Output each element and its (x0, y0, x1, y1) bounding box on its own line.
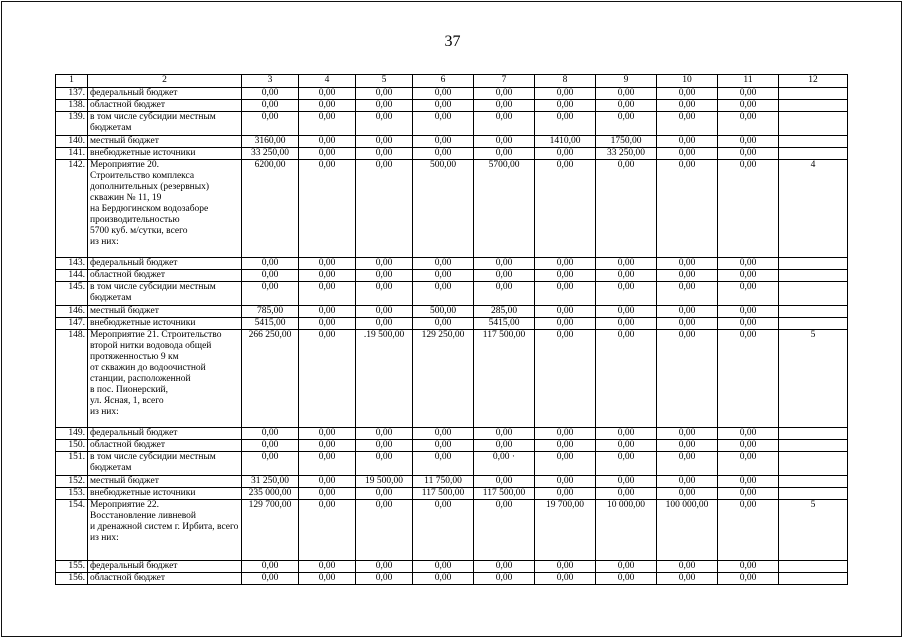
column-12-cell (779, 476, 848, 488)
value-cell: 0,00 (299, 258, 356, 270)
row-name: местный бюджет (88, 476, 242, 488)
value-cell: 117 500,00 (474, 488, 535, 500)
column-12-cell (779, 452, 848, 476)
row-name: федеральный бюджет (88, 428, 242, 440)
value-cell: 129 250,00 (413, 330, 474, 428)
value-cell: 0,00 (474, 282, 535, 306)
value-cell: 0,00 (299, 573, 356, 585)
value-cell: 0,00 (718, 306, 779, 318)
header-cell: 1 (56, 75, 88, 88)
value-cell: 0,00 (474, 136, 535, 148)
value-cell: 500,00 (413, 160, 474, 258)
header-cell: 8 (535, 75, 596, 88)
value-cell: 0,00 (718, 88, 779, 100)
table-row (56, 440, 848, 452)
table-row (56, 500, 848, 561)
value-cell: 0,00 (718, 428, 779, 440)
value-cell: 0,00 (356, 428, 413, 440)
value-cell: 0,00 (356, 306, 413, 318)
header-cell: 9 (596, 75, 657, 88)
value-cell: 10 000,00 (596, 500, 657, 561)
row-number: 151. (56, 452, 88, 476)
row-number: 148. (56, 330, 88, 428)
value-cell: 5415,00 (474, 318, 535, 330)
column-12-cell (779, 100, 848, 112)
value-cell: 0,00 (474, 428, 535, 440)
column-12-cell: 5 (779, 330, 848, 428)
value-cell: 0,00 (299, 100, 356, 112)
value-cell: 0,00 (657, 561, 718, 573)
value-cell: 0,00 (242, 282, 299, 306)
value-cell: 100 000,00 (657, 500, 718, 561)
row-name: федеральный бюджет (88, 258, 242, 270)
table-row (56, 270, 848, 282)
value-cell: 0,00 (413, 136, 474, 148)
row-name: в том числе субсидии местным бюджетам (88, 112, 242, 136)
value-cell: 0,00 (356, 112, 413, 136)
value-cell: 0,00 (535, 112, 596, 136)
value-cell: 0,00 (474, 258, 535, 270)
value-cell: 0,00 (356, 88, 413, 100)
row-number: 156. (56, 573, 88, 585)
value-cell: 11 750,00 (413, 476, 474, 488)
value-cell: 0,00 (657, 100, 718, 112)
value-cell: 0,00 (596, 573, 657, 585)
value-cell: 0,00 (718, 440, 779, 452)
table-row (56, 112, 848, 136)
column-12-cell (779, 88, 848, 100)
value-cell: 0,00 (356, 136, 413, 148)
value-cell: 0,00 (474, 476, 535, 488)
column-12-cell (779, 136, 848, 148)
value-cell: 0,00 (535, 452, 596, 476)
value-cell: 0,00 (413, 500, 474, 561)
value-cell: 0,00 (299, 488, 356, 500)
value-cell: 0,00 (596, 428, 657, 440)
value-cell: 0,00 (242, 440, 299, 452)
row-name: областной бюджет (88, 440, 242, 452)
value-cell: 0,00 (299, 306, 356, 318)
row-name: внебюджетные источники (88, 488, 242, 500)
row-name: областной бюджет (88, 100, 242, 112)
row-name: федеральный бюджет (88, 561, 242, 573)
value-cell: 0,00 (413, 440, 474, 452)
value-cell: 0,00 (356, 270, 413, 282)
row-number: 144. (56, 270, 88, 282)
value-cell: 0,00 (657, 282, 718, 306)
value-cell: 500,00 (413, 306, 474, 318)
row-name: внебюджетные источники (88, 148, 242, 160)
value-cell: 0,00 (299, 270, 356, 282)
value-cell: 0,00 (356, 500, 413, 561)
row-number: 152. (56, 476, 88, 488)
value-cell: 0,00 (657, 148, 718, 160)
value-cell: 0,00 (535, 282, 596, 306)
value-cell: 0,00 (299, 440, 356, 452)
value-cell: 0,00 (299, 160, 356, 258)
value-cell: 0,00 (718, 488, 779, 500)
table-row (56, 100, 848, 112)
value-cell: 0,00 (356, 573, 413, 585)
column-12-cell: 5 (779, 500, 848, 561)
value-cell: 0,00 (718, 318, 779, 330)
value-cell: 0,00 (474, 88, 535, 100)
value-cell: 0,00 (657, 88, 718, 100)
value-cell: 0,00 (413, 100, 474, 112)
value-cell: 0,00 (413, 452, 474, 476)
value-cell: 0,00 (535, 318, 596, 330)
table-row (56, 428, 848, 440)
column-12-cell (779, 282, 848, 306)
table-row (56, 136, 848, 148)
value-cell: 0,00 (596, 112, 657, 136)
value-cell: 0,00 (596, 282, 657, 306)
value-cell: 33 250,00 (242, 148, 299, 160)
value-cell: 6200,00 (242, 160, 299, 258)
column-12-cell (779, 148, 848, 160)
header-cell: 2 (88, 75, 242, 88)
value-cell: 0,00 (535, 440, 596, 452)
row-name: в том числе субсидии местным бюджетам (88, 282, 242, 306)
header-cell: 6 (413, 75, 474, 88)
value-cell: 0,00 (718, 452, 779, 476)
value-cell: 0,00 (596, 452, 657, 476)
value-cell: 0,00 (718, 282, 779, 306)
value-cell: 0,00 (413, 428, 474, 440)
value-cell: 0,00 (242, 452, 299, 476)
value-cell: 266 250,00 (242, 330, 299, 428)
value-cell: 0,00 (718, 136, 779, 148)
value-cell: 0,00 (242, 270, 299, 282)
table-row (56, 476, 848, 488)
value-cell: 0,00 (356, 100, 413, 112)
value-cell: 0,00 (718, 258, 779, 270)
value-cell: 0,00 (535, 100, 596, 112)
page-number: 37 (444, 33, 461, 50)
value-cell: 0,00 (657, 452, 718, 476)
value-cell: 0,00 (299, 476, 356, 488)
value-cell: 0,00 (299, 148, 356, 160)
value-cell: 0,00 (596, 476, 657, 488)
value-cell: 0,00 (718, 112, 779, 136)
header-cell: 4 (299, 75, 356, 88)
value-cell: 0,00 (413, 318, 474, 330)
value-cell: 0,00 (718, 573, 779, 585)
value-cell: 0,00 (657, 440, 718, 452)
value-cell: 1750,00 (596, 136, 657, 148)
column-12-cell (779, 428, 848, 440)
value-cell: 0,00 (242, 100, 299, 112)
header-row (56, 75, 848, 88)
value-cell: 0,00 (413, 282, 474, 306)
value-cell: 285,00 (474, 306, 535, 318)
value-cell: 0,00 (299, 136, 356, 148)
value-cell: 0,00 (413, 573, 474, 585)
value-cell: 0,00 (718, 160, 779, 258)
row-number: 150. (56, 440, 88, 452)
value-cell: 0,00 (474, 112, 535, 136)
value-cell: 0,00 (657, 306, 718, 318)
column-12-cell: 4 (779, 160, 848, 258)
column-12-cell (779, 270, 848, 282)
value-cell: 0,00 (657, 476, 718, 488)
value-cell: 0,00 (299, 561, 356, 573)
table-row (56, 452, 848, 476)
value-cell: 0,00 (474, 573, 535, 585)
table-row (56, 488, 848, 500)
value-cell: 0,00 (718, 500, 779, 561)
value-cell: 0,00 (535, 476, 596, 488)
value-cell: 0,00 (657, 258, 718, 270)
table-row (56, 561, 848, 573)
value-cell: 0,00 (356, 160, 413, 258)
row-number: 138. (56, 100, 88, 112)
table-row (56, 573, 848, 585)
value-cell: 0,00 (299, 330, 356, 428)
column-12-cell (779, 440, 848, 452)
value-cell: 0,00 (242, 258, 299, 270)
value-cell: 0,00 (474, 440, 535, 452)
value-cell: 0,00 (299, 428, 356, 440)
value-cell: 0,00 (299, 88, 356, 100)
row-name: Мероприятие 21. Строительство второй нитки водовода общей протяженностью 9 км от скважин до водоочистной станции, расположенной в пос. Пионерский, ул. Ясная, 1, всего из них: (88, 330, 242, 428)
column-12-cell (779, 306, 848, 318)
table-row (56, 258, 848, 270)
value-cell: .19 500,00 (356, 330, 413, 428)
value-cell: 5700,00 (474, 160, 535, 258)
value-cell: 0,00 (356, 258, 413, 270)
value-cell: 0,00 (535, 160, 596, 258)
header-cell: 10 (657, 75, 718, 88)
table-row (56, 282, 848, 306)
value-cell: 0,00 (657, 573, 718, 585)
value-cell: 0,00 (596, 258, 657, 270)
value-cell: 0,00 (657, 160, 718, 258)
header-cell: 3 (242, 75, 299, 88)
value-cell: 0,00 (596, 100, 657, 112)
value-cell: 0,00 (413, 561, 474, 573)
row-name: внебюджетные источники (88, 318, 242, 330)
value-cell: 0,00 (242, 428, 299, 440)
value-cell: 0,00 (535, 488, 596, 500)
value-cell: 235 000,00 (242, 488, 299, 500)
row-number: 142. (56, 160, 88, 258)
value-cell: 0,00 (535, 561, 596, 573)
value-cell: 0,00 (356, 318, 413, 330)
value-cell: 0,00 (596, 160, 657, 258)
column-12-cell (779, 258, 848, 270)
row-number: 139. (56, 112, 88, 136)
value-cell: 0,00 (242, 561, 299, 573)
value-cell: 0,00 (356, 282, 413, 306)
value-cell: 0,00 (596, 306, 657, 318)
value-cell: 0,00 (657, 318, 718, 330)
table-row (56, 330, 848, 428)
value-cell: 0,00 (535, 428, 596, 440)
value-cell: 117 500,00 (474, 330, 535, 428)
row-number: 143. (56, 258, 88, 270)
value-cell: 0,00 (657, 428, 718, 440)
table-row (56, 318, 848, 330)
row-number: 155. (56, 561, 88, 573)
value-cell: 0,00 (718, 148, 779, 160)
value-cell: 0,00 (413, 270, 474, 282)
value-cell: 33 250,00 (596, 148, 657, 160)
value-cell: 0,00 (535, 88, 596, 100)
row-name: местный бюджет (88, 306, 242, 318)
value-cell: 19 500,00 (356, 476, 413, 488)
value-cell: 31 250,00 (242, 476, 299, 488)
column-12-cell (779, 112, 848, 136)
value-cell: 0,00 (657, 136, 718, 148)
value-cell: 0,00 (413, 88, 474, 100)
value-cell: 0,00 (718, 561, 779, 573)
value-cell: 0,00 (596, 270, 657, 282)
row-name: областной бюджет (88, 270, 242, 282)
value-cell: 0,00 (299, 452, 356, 476)
table-row (56, 160, 848, 258)
value-cell: 129 700,00 (242, 500, 299, 561)
row-name: федеральный бюджет (88, 88, 242, 100)
value-cell: 3160,00 (242, 136, 299, 148)
row-number: 154. (56, 500, 88, 561)
value-cell: 0,00 (299, 318, 356, 330)
table-row (56, 88, 848, 100)
value-cell: 0,00 (535, 573, 596, 585)
value-cell: 5415,00 (242, 318, 299, 330)
header-cell: 11 (718, 75, 779, 88)
value-cell: 0,00 (474, 100, 535, 112)
row-number: 146. (56, 306, 88, 318)
row-number: 145. (56, 282, 88, 306)
value-cell: 0,00 (299, 500, 356, 561)
value-cell: 0,00 (535, 306, 596, 318)
row-name: Мероприятие 20. Строительство комплекса дополнительных (резервных) скважин № 11, 19 на Бердюгинском водозаборе производительностью 5700 куб. м/сутки, всего из них: (88, 160, 242, 258)
row-name: областной бюджет (88, 573, 242, 585)
value-cell: 0,00 (596, 561, 657, 573)
value-cell: 0,00 (474, 148, 535, 160)
value-cell: 0,00 (535, 148, 596, 160)
value-cell: 0,00 (413, 148, 474, 160)
value-cell: 0,00 (718, 330, 779, 428)
value-cell: 19 700,00 (535, 500, 596, 561)
value-cell: 0,00 (413, 112, 474, 136)
value-cell: 0,00 (596, 488, 657, 500)
value-cell: 117 500,00 (413, 488, 474, 500)
row-number: 141. (56, 148, 88, 160)
row-number: 140. (56, 136, 88, 148)
value-cell: 0,00 (657, 488, 718, 500)
table-row (56, 148, 848, 160)
row-number: 149. (56, 428, 88, 440)
row-name: местный бюджет (88, 136, 242, 148)
header-cell: 12 (779, 75, 848, 88)
value-cell: 0,00 (474, 500, 535, 561)
value-cell: 0,00 (413, 258, 474, 270)
value-cell: 1410,00 (535, 136, 596, 148)
row-number: 137. (56, 88, 88, 100)
value-cell: 0,00 (242, 573, 299, 585)
value-cell: 0,00 (718, 100, 779, 112)
value-cell: 0,00 (242, 112, 299, 136)
row-name: в том числе субсидии местным бюджетам (88, 452, 242, 476)
value-cell: 0,00 (242, 88, 299, 100)
value-cell: 0,00 (596, 330, 657, 428)
table-row (56, 306, 848, 318)
value-cell: 0,00 (596, 318, 657, 330)
value-cell: 0,00 (474, 561, 535, 573)
column-12-cell (779, 561, 848, 573)
value-cell: 0,00 (356, 440, 413, 452)
value-cell: 0,00 (356, 561, 413, 573)
column-12-cell (779, 318, 848, 330)
value-cell: 0,00 (474, 270, 535, 282)
column-12-cell (779, 573, 848, 585)
column-12-cell (779, 488, 848, 500)
value-cell: 0,00 (535, 270, 596, 282)
value-cell: 0,00 (535, 258, 596, 270)
budget-table (55, 74, 848, 585)
value-cell: 0,00 (356, 148, 413, 160)
row-number: 153. (56, 488, 88, 500)
header-cell: 7 (474, 75, 535, 88)
value-cell: 0,00 (657, 112, 718, 136)
row-number: 147. (56, 318, 88, 330)
value-cell: 0,00 (356, 452, 413, 476)
value-cell: 0,00 (535, 330, 596, 428)
value-cell: 0,00 (299, 282, 356, 306)
value-cell: 0,00 (718, 270, 779, 282)
value-cell: 0,00 (718, 476, 779, 488)
value-cell: 0,00 (596, 88, 657, 100)
value-cell: 0,00 (299, 112, 356, 136)
value-cell: 0,00 (657, 330, 718, 428)
value-cell: 0,00 (596, 440, 657, 452)
value-cell: 785,00 (242, 306, 299, 318)
header-cell: 5 (356, 75, 413, 88)
value-cell: 0,00 (356, 488, 413, 500)
row-name: Мероприятие 22. Восстановление ливневой и дренажной систем г. Ирбита, всего из них: (88, 500, 242, 561)
value-cell: 0,00 (657, 270, 718, 282)
value-cell: 0,00 · (474, 452, 535, 476)
